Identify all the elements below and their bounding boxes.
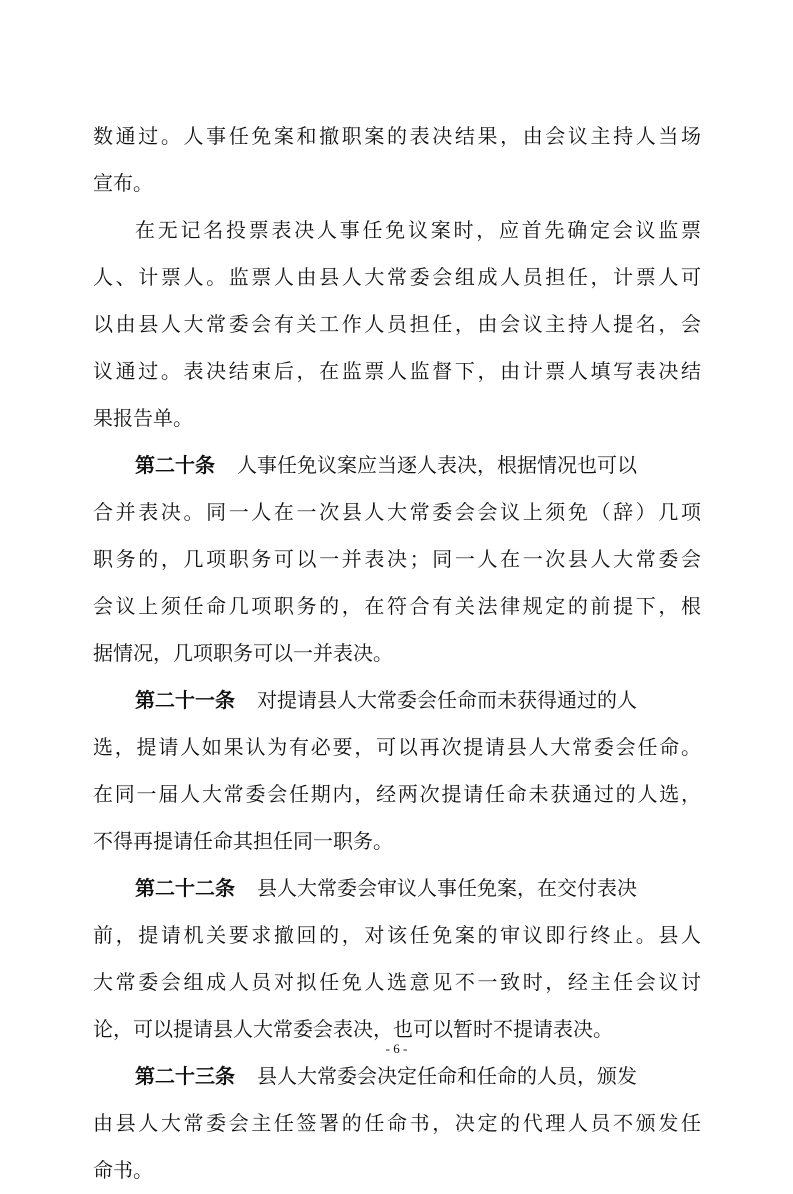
text-line: 宣布。 xyxy=(93,171,153,195)
text-line: 会议上须任命几项职务的，在符合有关法律规定的前提下，根 xyxy=(93,594,701,618)
text-line: 以由县人大常委会有关工作人员担任，由会议主持人提名，会 xyxy=(93,312,701,336)
text-line: 命书。 xyxy=(93,1158,153,1182)
text-line: 合并表决。同一人在一次县人大常委会会议上须免（辞）几项 xyxy=(93,500,701,524)
body-text xyxy=(93,113,701,1194)
text-line: 大常委会组成人员对拟任免人选意见不一致时，经主任会议讨 xyxy=(93,970,701,994)
text-line: 由县人大常委会主任签署的任命书，决定的代理人员不颁发任 xyxy=(93,1111,701,1135)
text-line: 前，提请机关要求撤回的，对该任免案的审议即行终止。县人 xyxy=(93,923,701,947)
text-line: 果报告单。 xyxy=(93,406,193,430)
text-line: 论，可以提请县人大常委会表决，也可以暂时不提请表决。 xyxy=(93,1017,613,1041)
text-line: 职务的，几项职务可以一并表决；同一人在一次县人大常委会 xyxy=(93,547,701,571)
text-line: 选，提请人如果认为有必要，可以再次提请县人大常委会任命。 xyxy=(93,735,701,759)
text-span: 对提请县人大常委会任命而未获得通过的人 xyxy=(257,688,637,712)
page-number: - 6 - xyxy=(385,1041,408,1056)
text-line: 议通过。表决结束后，在监票人监督下，由计票人填写表决结 xyxy=(93,359,701,383)
article-22-first-line xyxy=(93,865,701,912)
article-20-first-line xyxy=(93,442,701,489)
article-number: 第二十二条 xyxy=(135,876,235,900)
text-span: 县人大常委会决定任命和任命的人员，颁发 xyxy=(257,1064,637,1088)
text-line: 不得再提请任命其担任同一职务。 xyxy=(93,829,393,853)
article-23-first-line xyxy=(93,1053,701,1100)
text-span: 人事任免议案应当逐人表决，根据情况也可以 xyxy=(237,453,637,477)
text-line: 人、计票人。监票人由县人大常委会组成人员担任，计票人可 xyxy=(93,265,701,289)
article-number: 第二十条 xyxy=(135,453,215,477)
article-21-first-line xyxy=(93,677,701,724)
text-line: 在同一届人大常委会任期内，经两次提请任命未获通过的人选， xyxy=(93,782,701,806)
article-number: 第二十一条 xyxy=(135,688,235,712)
text-line: 据情况，几项职务可以一并表决。 xyxy=(93,641,393,665)
text-span: 县人大常委会审议人事任免案，在交付表决 xyxy=(257,876,637,900)
text-line: 数通过。人事任免案和撤职案的表决结果，由会议主持人当场 xyxy=(93,124,701,148)
article-number: 第二十三条 xyxy=(135,1064,235,1088)
text-line: 在无记名投票表决人事任免议案时，应首先确定会议监票 xyxy=(135,218,701,242)
